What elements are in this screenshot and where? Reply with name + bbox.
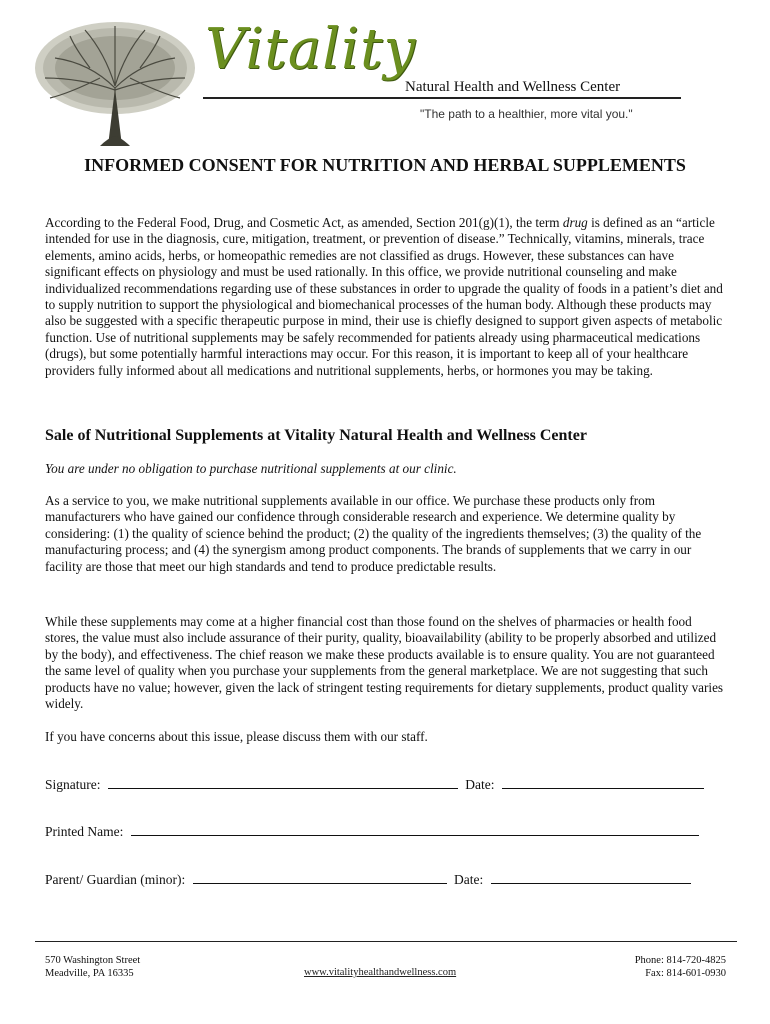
concerns-paragraph: If you have concerns about this issue, please discuss them with our staff. <box>45 729 428 744</box>
obligation-statement: You are under no obligation to purchase nutritional supplements at our clinic. <box>45 461 457 476</box>
footer-address <box>45 954 140 980</box>
fax-number: Fax: 814-601-0930 <box>645 968 726 979</box>
intro-text-rest: is defined as an “article intended for use in the diagnosis, cure, mitigation, treatment, or prevention of disease.” Technically, vitamins, minerals, trace elements, amino acids, herbs, or homeopathic remedies are not classified as drugs. However, these substances can have significant effects on physiology and must be used rationally. In this office, we provide nutritional counseling and make individualized recommendations regarding use of these substances in order to upgrade the quality of foods in a patient’s diet and to supply nutrition to support the physiological and biomechanical processes of the human body. Although these products may also be suggested with a specific therapeutic purpose in mind, their use is chiefly designed to support given aspects of metabolic function. Use of nutritional supplements may be safely recommended for patients already using pharmaceutical medications (drugs), but some potentially harmful interactions may occur. For this reason, it is important to keep all of your healthcare providers fully informed about all medications and nutritional supplements, herbs, or hormones you may be taking. <box>45 215 723 378</box>
guardian-date-field[interactable] <box>491 871 691 884</box>
intro-text-start: According to the Federal Food, Drug, and Cosmetic Act, as amended, Section 201(g)(1), the term <box>45 215 563 230</box>
date-label: Date: <box>465 777 495 792</box>
page-header <box>0 0 770 150</box>
intro-paragraph <box>45 215 727 379</box>
tree-logo-icon <box>30 18 200 148</box>
footer-divider <box>35 941 737 942</box>
tagline: "The path to a healthier, more vital you." <box>420 107 633 121</box>
printed-name-row <box>45 823 703 840</box>
cost-paragraph: While these supplements may come at a higher financial cost than those found on the shelves of pharmacies or health food stores, the value must also include assurance of their purity, quality, bioavailability (ability to be properly absorbed and utilized by the body), and effectiveness. The chief reason we make these products available is to ensure quality. You are not guaranteed the same level of quality when you purchase your supplements from the general marketplace. We are not suggesting that such products have no value; however, given the lack of stringent testing requirements for dietary supplements, product quality varies widely. <box>45 614 724 712</box>
guardian-date-label: Date: <box>453 872 484 887</box>
intro-term: drug <box>562 215 588 230</box>
guardian-field[interactable] <box>193 871 447 884</box>
footer-contact <box>600 954 726 980</box>
address-line-1: 570 Washington Street <box>45 955 141 966</box>
section-heading: Sale of Nutritional Supplements at Vitality Natural Health and Wellness Center <box>45 427 587 444</box>
signature-row <box>45 776 708 793</box>
center-name: Natural Health and Wellness Center <box>405 79 621 95</box>
printed-name-label: Printed Name: <box>45 824 124 839</box>
header-divider <box>203 97 681 99</box>
document-title: INFORMED CONSENT FOR NUTRITION AND HERBAL SUPPLEMENTS <box>84 155 686 175</box>
phone-number: Phone: 814-720-4825 <box>634 955 726 966</box>
guardian-row <box>45 871 695 888</box>
signature-field[interactable] <box>108 776 458 789</box>
signature-label: Signature: <box>45 777 101 792</box>
brand-logo-text: Vitality <box>205 17 417 82</box>
address-line-2: Meadville, PA 16335 <box>45 968 134 979</box>
service-paragraph: As a service to you, we make nutritional supplements available in our office. We purchase these products only from manufacturers who have gained our confidence through considerable research and experience. We determine quality by considering: (1) the quality of science behind the product; (2) the quality of the ingredients themselves; (3) the quality of the manufacturing process; and (4) the synergism among product components. The brands of supplements that we carry in our facility are those that meet our high standards and tend to produce predictable results. <box>45 493 702 574</box>
date-field[interactable] <box>502 776 704 789</box>
guardian-label: Parent/ Guardian (minor): <box>45 872 186 887</box>
footer-website-link[interactable]: www.vitalityhealthandwellness.com <box>304 967 457 978</box>
printed-name-field[interactable] <box>131 823 699 836</box>
